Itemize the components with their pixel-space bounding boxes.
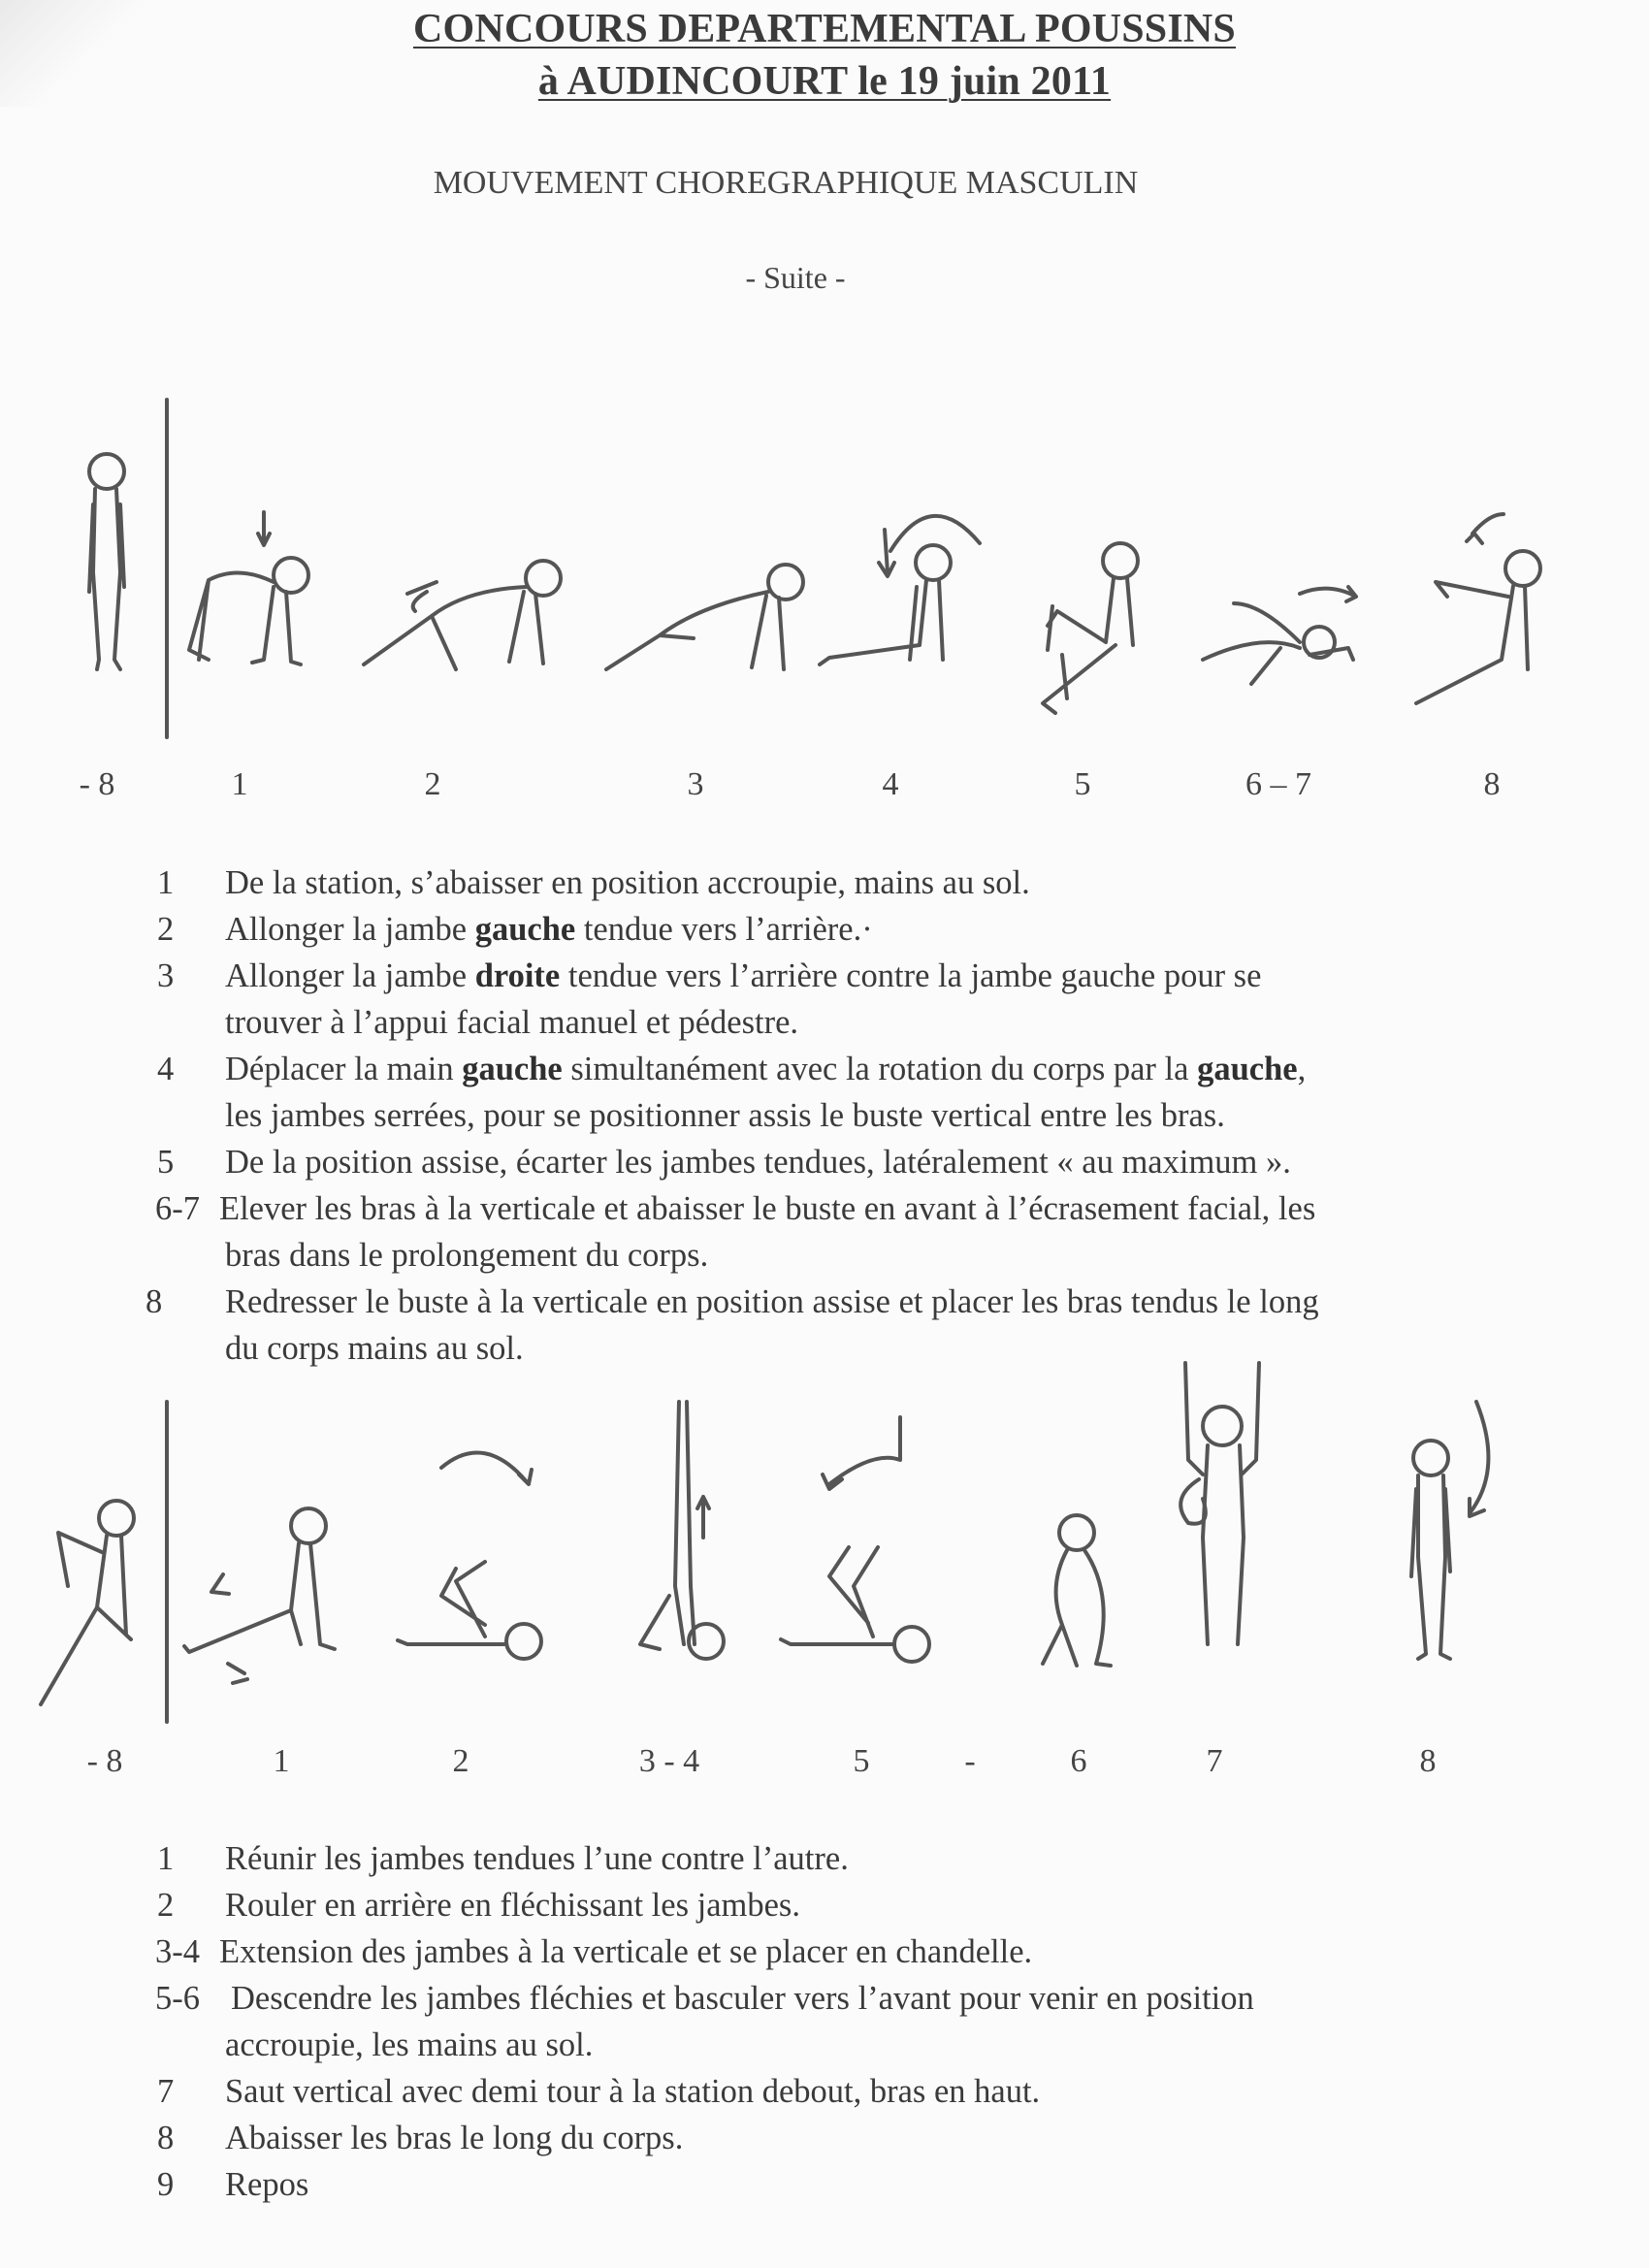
title-line-2: à AUDINCOURT le 19 juin 2011: [537, 59, 1112, 104]
document-page: CONCOURS DEPARTEMENTAL POUSSINS à AUDINCOURT le 19 juin 2011 MOUVEMENT CHOREGRAPHIQUE MASCULIN - Suite - - 8 1 2 3 4 5 6 – 7 8 1 De la station, s’abaisser en position accroupie, mains au sol. 2 Allonger la jambe gauche tendue vers l’arrière.· 3 Allonger la jambe droite tendue vers l’arrière contre la jambe gauche pour se trouver à l’appui facial manuel et pédestre. 4 Déplacer la main gauche simultanément avec la rotation du corps par la gauche, les jambes serrées, pour se positionner assis le buste vertical entre les bras. 5 De la position assise, écarter les jambes tendues, latéralement « au maximum ». 6-7 Elever les bras à la verticale et abaisser le buste en avant à l’écrasement facial, les bras dans le prolongement du corps. 8 Redresser le buste à la verticale en position assise et placer les bras tendus le long du corps mains au sol. - 8 1 2 3 - 4 5 - 6 7 8 1 Réunir les jambes tendues l’une contre l’autre. 2 Rouler en arrière en fléchissant les jambes. 3-4 Extension des jambes à la verticale et se placer en chandelle. 5-6 Descendre les jambes fléchies et basculer vers l’avant pour venir en position accroupie, les mains au sol. 7 Saut vertical avec demi tour à la station debout, bras en haut. 8 Abaisser les bras le long du corps. 9 Repos: [0, 0, 1649, 2268]
sequence-1-labels: [0, 766, 1649, 815]
sequence-1-illustration: [0, 388, 1649, 757]
figure-legs-together: [184, 1508, 335, 1683]
step-label: - 8: [86, 1743, 123, 1779]
figure-seated-upright: [1416, 514, 1540, 703]
step-label: 4: [882, 766, 899, 802]
figure-seated-rotation: [820, 516, 980, 664]
step-label: 3: [687, 766, 704, 802]
sequence-2-illustration: [0, 1353, 1649, 1732]
figure-forward-fold: [1203, 587, 1356, 684]
step-label: 6: [1070, 1743, 1087, 1779]
step-label: -: [964, 1743, 976, 1779]
title-line-1: CONCOURS DEPARTEMENTAL POUSSINS: [413, 7, 1236, 51]
figure-straddle: [1043, 543, 1138, 713]
continuation-note: - Suite -: [745, 260, 846, 295]
sequence-2-labels: [0, 1743, 1649, 1792]
figure-standing: [89, 454, 124, 669]
step-label: 8: [1483, 766, 1501, 802]
figure-crouch: [1043, 1515, 1111, 1666]
step-label: 6 – 7: [1245, 766, 1311, 802]
figure-roll-back: [398, 1452, 541, 1659]
step-label: 5: [853, 1743, 870, 1779]
figure-legs-descend: [781, 1417, 929, 1662]
step-label: 2: [452, 1743, 469, 1779]
figure-candle: [640, 1402, 724, 1659]
step-label: 2: [424, 766, 441, 802]
figure-front-support: [606, 565, 803, 669]
figure-seated-upright: [41, 1501, 134, 1704]
figure-jump-arms-up: [1180, 1363, 1259, 1644]
figure-leg-back: [364, 561, 561, 669]
figure-standing: [1411, 1402, 1488, 1659]
step-label: 3 - 4: [638, 1743, 700, 1779]
step-label: 7: [1206, 1743, 1223, 1779]
figure-crouch: [189, 512, 308, 664]
step-label: 1: [231, 766, 248, 802]
step-label: 5: [1074, 766, 1091, 802]
step-label: 1: [273, 1743, 290, 1779]
subtitle: MOUVEMENT CHOREGRAPHIQUE MASCULIN: [433, 165, 1139, 201]
step-label: 8: [1419, 1743, 1437, 1779]
step-label: - 8: [79, 766, 115, 802]
